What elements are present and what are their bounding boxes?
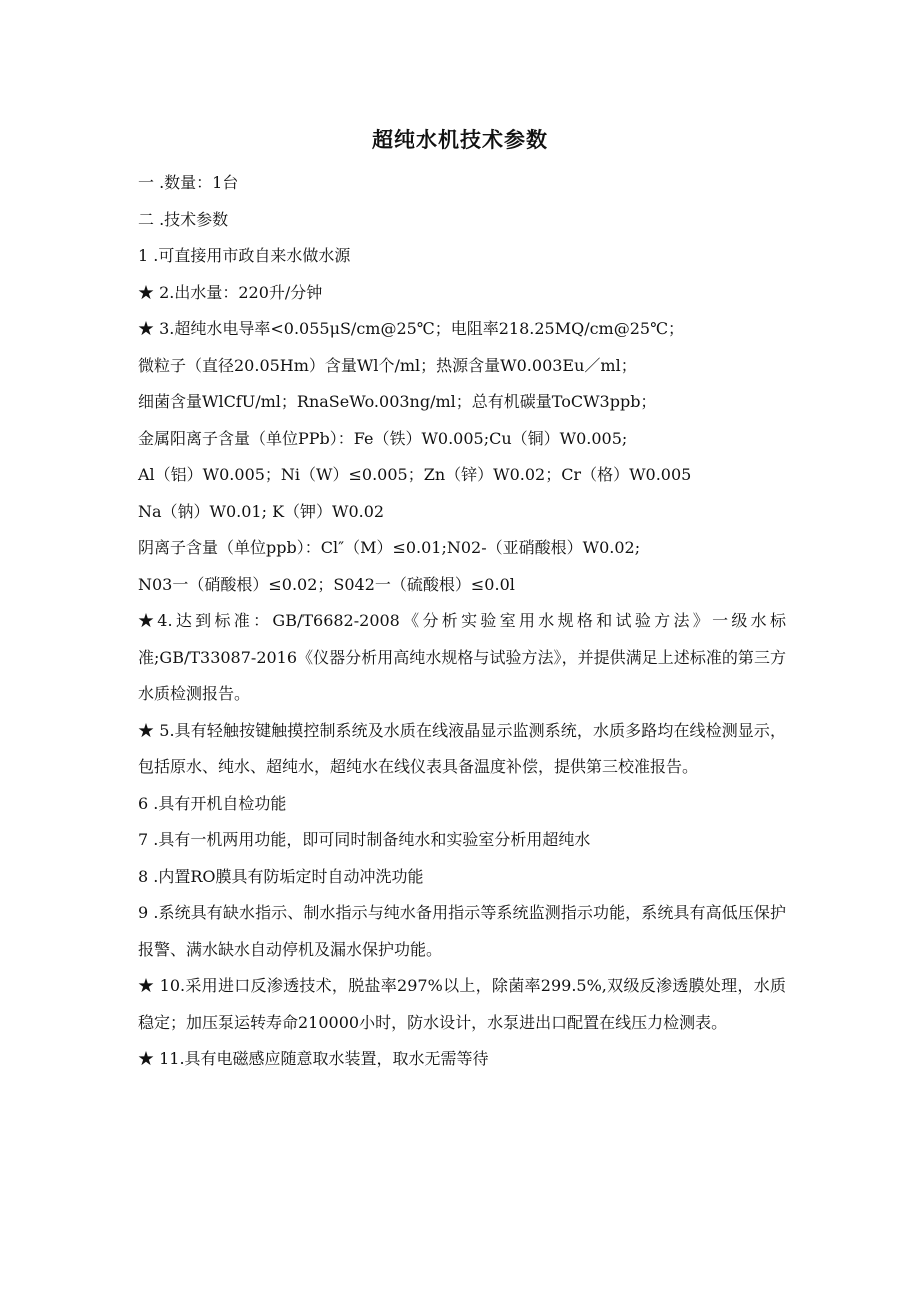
spec-item-11: ★ 11.具有电磁感应随意取水装置，取水无需等待 <box>138 1049 489 1068</box>
spec-item-4: ★4.达到标准：GB/T6682-2008《分析实验室用水规格和试验方法》一级水标准;GB/T33087-2016《仪器分析用高纯水规格与试验方法》，并提供满足上述标准的第三方水质检测报告。 <box>138 611 786 703</box>
spec-item-7: 7 .具有一机两用功能，即可同时制备纯水和实验室分析用超纯水 <box>138 830 591 849</box>
spec-item-6: 6 .具有开机自检功能 <box>138 793 287 813</box>
spec-item-8: 8 .内置RO膜具有防垢定时自动冲洗功能 <box>138 866 424 886</box>
spec-item-3-anions: 阴离子含量（单位ppb）：Cl″（M）≤0.01;N02-（亚硝酸根）W0.02; <box>138 538 641 557</box>
spec-item-3-bacteria: 细菌含量WlCfU/ml；RnaSeWo.003ng/ml；总有机碳量ToCW3ppb； <box>138 392 657 411</box>
spec-item-5: ★ 5.具有轻触按键触摸控制系统及水质在线液晶显示监测系统，水质多路均在线检测显示，包括原水、纯水、超纯水，超纯水在线仪表具备温度补偿，提供第三校准报告。 <box>138 720 786 776</box>
spec-item-2: ★ 2.出水量：220升/分钟 <box>138 282 323 302</box>
spec-item-9: 9 .系统具有缺水指示、制水指示与纯水备用指示等系统监测指示功能，系统具有高低压保护报警、满水缺水自动停机及漏水保护功能。 <box>138 903 786 959</box>
spec-item-1: 1 .可直接用市政自来水做水源 <box>138 246 351 265</box>
document-title: 超纯水机技术参数 <box>372 128 548 152</box>
quantity-line: 一 .数量：1台 <box>138 173 239 192</box>
spec-item-3-cations-2: Al（铝）W0.005；Ni（W）≤0.005；Zn（锌）W0.02；Cr（格）W0.005 <box>138 465 692 484</box>
spec-item-3-cations: 金属阳离子含量（单位PPb）：Fe（铁）W0.005;Cu（铜）W0.005; <box>138 428 628 448</box>
spec-item-10: ★ 10.采用进口反渗透技术，脱盐率297%以上，除菌率299.5%,双级反渗透膜处理，水质稳定；加压泵运转寿命210000小时，防水设计，水泵进出口配置在线压力检测表。 <box>138 976 786 1032</box>
spec-item-3-particles: 微粒子（直径20.05Hm）含量Wl个/ml；热源含量W0.003Eu／ml； <box>138 355 637 375</box>
section-heading: 二 .技术参数 <box>138 209 229 229</box>
document-body <box>138 165 786 1078</box>
spec-item-3-cations-3: Na（钠）W0.01; K（钾）W0.02 <box>138 501 385 521</box>
spec-item-3-anions-2: N03一（硝酸根）≤0.02；S042一（硫酸根）≤0.0l <box>138 574 515 594</box>
spec-item-3: ★ 3.超纯水电导率<0.055μS/cm@25℃；电阻率218.25MQ/cm@25℃； <box>138 319 684 338</box>
